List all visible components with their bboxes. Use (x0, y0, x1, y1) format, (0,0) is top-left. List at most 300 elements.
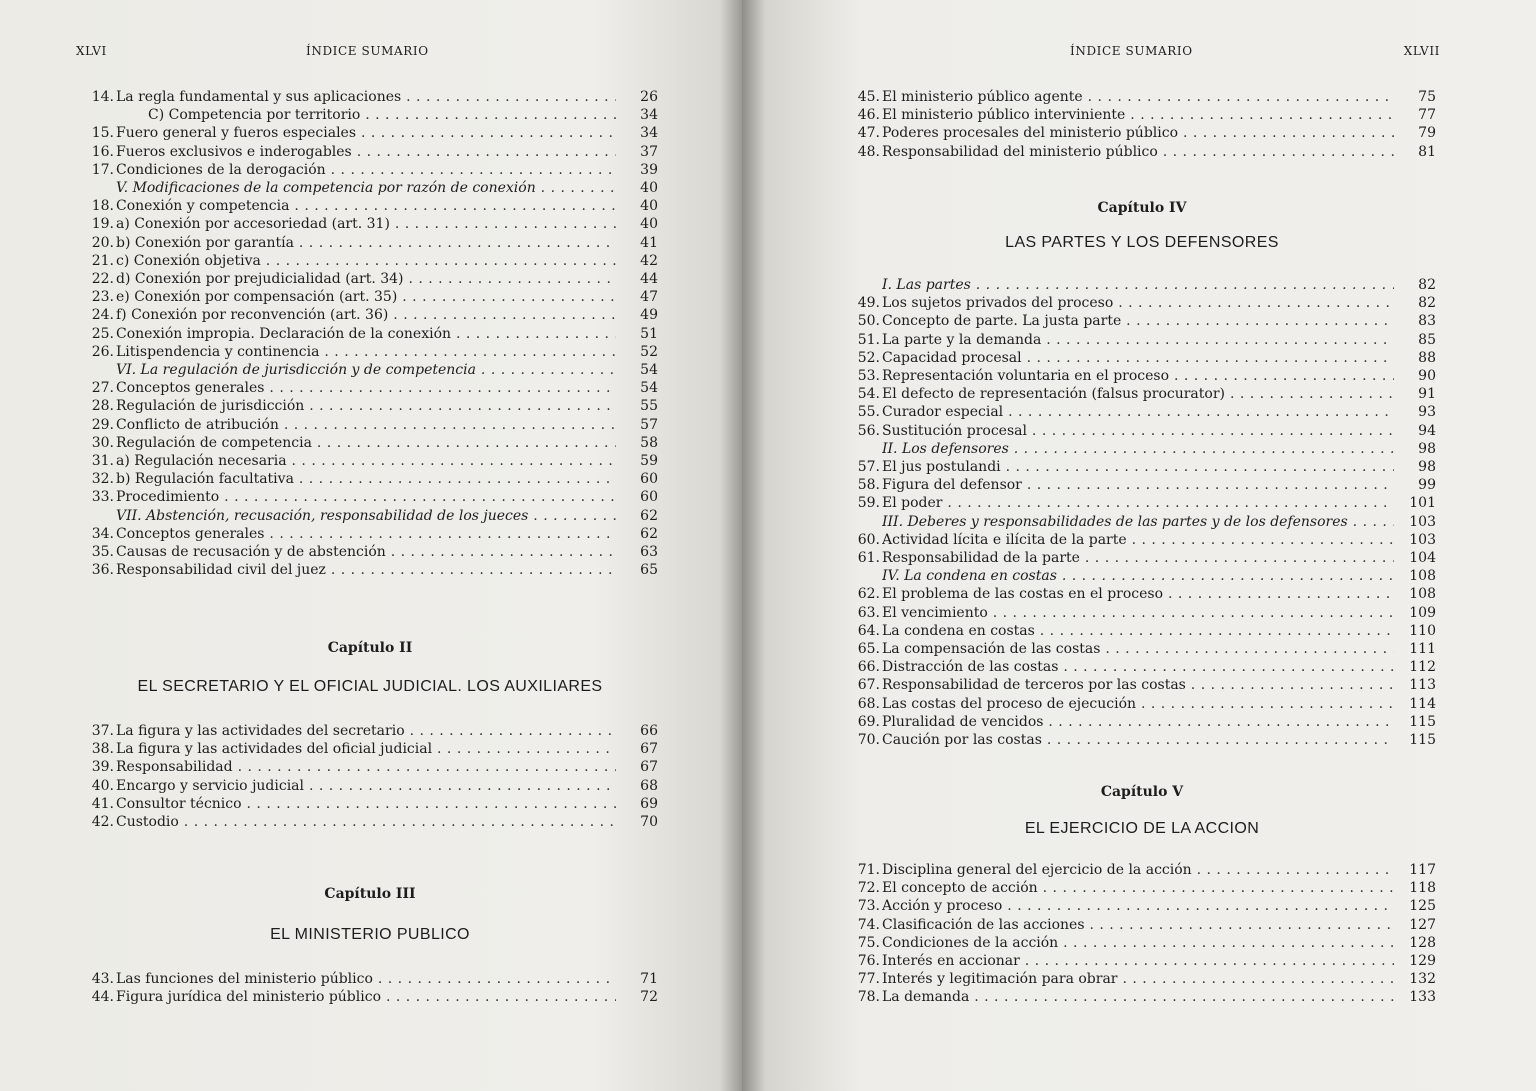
toc-entry-title: Figura jurídica del ministerio público . . . (116, 988, 616, 1006)
toc-entry (82, 124, 658, 142)
toc-entry-title: C) Competencia por territorio . . . (148, 106, 616, 124)
toc-entry-number: 77. (857, 971, 880, 988)
toc-entry (82, 343, 658, 361)
toc-entry-page: 117 (1409, 862, 1436, 878)
toc-entry-page: 108 (1409, 586, 1436, 603)
toc-entry-title: El ministerio público agente . . . (882, 88, 1394, 106)
toc-entry-title: Curador especial . . . (882, 403, 1394, 421)
toc-entry-page: 40 (640, 180, 658, 196)
toc-entry-number: 53. (857, 368, 880, 384)
toc-entry (848, 422, 1436, 440)
toc-entry-page: 65 (640, 562, 658, 579)
toc-entry-title: Conexión y competencia . . . (116, 197, 616, 215)
toc-entry-title: Actividad lícita e ilícita de la parte . . . (882, 531, 1394, 549)
right-running-title: ÍNDICE SUMARIO (1070, 44, 1193, 58)
toc-entry-page: 44 (640, 271, 658, 287)
toc-entry-title: La condena en costas . . . (882, 622, 1394, 640)
toc-entry-page: 133 (1409, 989, 1436, 1006)
toc-entry-title: c) Conexión objetiva . . . (116, 252, 616, 270)
toc-entry (82, 215, 658, 233)
toc-entry-number: 18. (91, 198, 114, 215)
toc-entry-number: 74. (857, 916, 880, 933)
toc-entry-number: 41. (91, 795, 114, 812)
toc-entry-page: 90 (1418, 368, 1436, 384)
toc-entry-title: Sustitución procesal . . . (882, 422, 1394, 440)
toc-entry (848, 567, 1436, 585)
toc-entry (848, 513, 1436, 531)
toc-entry-title: Condiciones de la acción . . . (882, 934, 1394, 952)
toc-entry-title: Concepto de parte. La justa parte . . . (882, 312, 1394, 330)
toc-entry-title: d) Conexión por prejudicialidad (art. 34) . . . (116, 270, 616, 288)
toc-entry-title: V. Modificaciones de la competencia por razón de conexión . . . (116, 179, 616, 197)
toc-entry-page: 66 (640, 723, 658, 739)
toc-entry-title: El concepto de acción . . . (882, 879, 1394, 897)
toc-entry (82, 88, 658, 106)
toc-entry (848, 988, 1436, 1006)
toc-entry-number: 33. (91, 489, 114, 506)
toc-entry-page: 104 (1409, 550, 1436, 566)
toc-entry-page: 62 (640, 525, 658, 542)
toc-entry (848, 695, 1436, 713)
toc-entry-number: 28. (91, 398, 114, 415)
toc-entry-title: b) Regulación facultativa . . . (116, 470, 616, 488)
toc-entry (848, 676, 1436, 694)
toc-entry-number: 51. (857, 331, 880, 348)
toc-entry (82, 234, 658, 252)
toc-entry-number: 68. (857, 695, 880, 712)
toc-entry-title: b) Conexión por garantía . . . (116, 234, 616, 252)
toc-entry-page: 111 (1409, 641, 1436, 657)
toc-entry-title: Fuero general y fueros especiales . . . (116, 124, 616, 142)
toc-entry-number: 58. (857, 477, 880, 494)
toc-entry (848, 952, 1436, 970)
toc-entry (82, 813, 658, 831)
toc-entry (848, 312, 1436, 330)
toc-entry-number: 69. (857, 713, 880, 730)
toc-entry (848, 331, 1436, 349)
toc-entry-page: 37 (640, 143, 658, 160)
toc-entry-page: 128 (1409, 934, 1436, 951)
toc-entry-number: 67. (857, 677, 880, 694)
toc-entry (82, 795, 658, 813)
toc-entry-title: Conflicto de atribución . . . (116, 416, 616, 434)
toc-entry-page: 114 (1409, 695, 1436, 712)
toc-entry-page: 47 (640, 289, 658, 306)
toc-entry-page: 109 (1409, 604, 1436, 621)
toc-entry (848, 861, 1436, 879)
toc-entry-title: f) Conexión por reconvención (art. 36) . . . (116, 306, 616, 324)
toc-entry-page: 82 (1418, 277, 1436, 293)
toc-entry-title: Responsabilidad de terceros por las costas . . . (882, 676, 1394, 694)
toc-entry-title: Responsabilidad civil del juez . . . (116, 561, 616, 579)
toc-entry (82, 543, 658, 561)
toc-entry-number: 27. (91, 380, 114, 397)
toc-entry-number: 46. (857, 107, 880, 124)
toc-entry-title: Responsabilidad del ministerio público . . . (882, 143, 1394, 161)
toc-entry-page: 69 (640, 795, 658, 812)
toc-entry (82, 252, 658, 270)
toc-entry-title: El problema de las costas en el proceso . . . (882, 585, 1394, 603)
left-running-title: ÍNDICE SUMARIO (306, 44, 429, 58)
toc-entry-page: 98 (1418, 440, 1436, 457)
toc-entry (82, 758, 658, 776)
toc-entry-title: Las funciones del ministerio público . . . (116, 970, 616, 988)
toc-entry (848, 88, 1436, 106)
chapter-title: LAS PARTES Y LOS DEFENSORES (1005, 234, 1279, 251)
toc-entry-number: 38. (91, 741, 114, 758)
toc-entry-page: 26 (640, 89, 658, 105)
left-toc-column (82, 0, 658, 1091)
toc-entry (82, 722, 658, 740)
toc-entry-number: 60. (857, 531, 880, 548)
toc-entry-page: 54 (640, 362, 658, 378)
toc-entry-number: 65. (857, 641, 880, 657)
toc-entry (848, 934, 1436, 952)
chapter-title: EL EJERCICIO DE LA ACCION (1024, 820, 1260, 837)
toc-entry (82, 561, 658, 579)
toc-entry-page: 67 (640, 741, 658, 758)
toc-entry-number: 23. (91, 289, 114, 306)
toc-entry-page: 34 (640, 125, 658, 142)
toc-entry-page: 58 (640, 434, 658, 451)
right-page-number: XLVII (1403, 44, 1440, 58)
toc-entry-page: 132 (1409, 971, 1436, 988)
toc-entry (82, 470, 658, 488)
toc-entry (82, 488, 658, 506)
toc-entry-page: 125 (1409, 898, 1436, 915)
toc-entry (848, 294, 1436, 312)
toc-entry-page: 54 (640, 380, 658, 397)
toc-entry-page: 93 (1418, 404, 1436, 421)
toc-entry-title: Conceptos generales . . . (116, 525, 616, 543)
toc-entry (848, 713, 1436, 731)
toc-entry-title: El defecto de representación (falsus procurator) . . . (882, 385, 1394, 403)
toc-entry-page: 79 (1418, 125, 1436, 142)
toc-entry-page: 110 (1409, 622, 1436, 639)
toc-entry-number: 39. (91, 759, 114, 776)
toc-entry-number: 43. (91, 971, 114, 987)
chapter-label: Capítulo IV (1097, 200, 1187, 216)
toc-entry (848, 403, 1436, 421)
toc-entry-page: 39 (640, 161, 658, 178)
toc-entry-title: El jus postulandi . . . (882, 458, 1394, 476)
toc-entry-page: 71 (640, 971, 658, 987)
toc-entry (848, 879, 1436, 897)
toc-entry (848, 106, 1436, 124)
toc-entry-title: Caución por las costas . . . (882, 731, 1394, 749)
toc-entry (848, 124, 1436, 142)
toc-entry (848, 916, 1436, 934)
toc-entry-page: 57 (640, 416, 658, 433)
toc-entry (848, 385, 1436, 403)
toc-entry (848, 604, 1436, 622)
toc-entry-page: 115 (1409, 713, 1436, 730)
toc-entry-title: Encargo y servicio judicial . . . (116, 777, 616, 795)
toc-entry-title: La compensación de las costas . . . (882, 640, 1394, 658)
toc-entry (848, 458, 1436, 476)
toc-entry-title: Consultor técnico . . . (116, 795, 616, 813)
toc-entry-number: 24. (91, 307, 114, 324)
toc-entry (82, 525, 658, 543)
toc-entry (82, 197, 658, 215)
toc-entry-page: 40 (640, 198, 658, 215)
toc-entry (848, 476, 1436, 494)
toc-entry (82, 416, 658, 434)
toc-entry-title: Las costas del proceso de ejecución . . . (882, 695, 1394, 713)
toc-entry-number: 20. (91, 234, 114, 251)
toc-entry (82, 179, 658, 197)
toc-entry-page: 91 (1418, 386, 1436, 403)
toc-entry-page: 129 (1409, 953, 1436, 969)
toc-entry-number: 57. (857, 459, 880, 475)
toc-entry-title: La figura y las actividades del secretario . . . (116, 722, 616, 740)
toc-entry-number: 42. (91, 814, 114, 830)
toc-entry-title: III. Deberes y responsabilidades de las partes y de los defensores . . . (882, 513, 1394, 531)
toc-entry-number: 32. (91, 471, 114, 488)
toc-entry-title: La parte y la demanda . . . (882, 331, 1394, 349)
toc-entry-title: Fueros exclusivos e inderogables . . . (116, 143, 616, 161)
toc-entry-number: 50. (857, 313, 880, 330)
toc-entry-page: 85 (1418, 331, 1436, 348)
toc-entry-title: Interés y legitimación para obrar . . . (882, 970, 1394, 988)
toc-entry-title: Condiciones de la derogación . . . (116, 161, 616, 179)
toc-entry (848, 549, 1436, 567)
left-page-number: XLVI (76, 44, 107, 58)
toc-entry (82, 970, 658, 988)
toc-entry-number: 56. (857, 422, 880, 439)
toc-entry-number: 25. (91, 325, 114, 342)
chapter-label: Capítulo II (327, 640, 413, 656)
toc-entry-number: 17. (91, 161, 114, 178)
toc-entry-title: IV. La condena en costas . . . (882, 567, 1394, 585)
toc-entry (82, 777, 658, 795)
toc-entry (848, 640, 1436, 658)
toc-entry-page: 99 (1418, 477, 1436, 494)
toc-entry-page: 101 (1409, 495, 1436, 512)
toc-entry (848, 970, 1436, 988)
toc-entry-page: 55 (640, 398, 658, 415)
toc-entry-number: 31. (91, 453, 114, 469)
toc-entry-page: 108 (1409, 568, 1436, 585)
toc-entry-page: 83 (1418, 313, 1436, 330)
chapter-label: Capítulo V (1100, 784, 1184, 800)
toc-entry (848, 531, 1436, 549)
toc-entry-title: Figura del defensor . . . (882, 476, 1394, 494)
toc-entry-number: 49. (857, 295, 880, 312)
toc-entry-number: 15. (91, 125, 114, 142)
toc-entry (82, 106, 658, 124)
toc-entry-title: Representación voluntaria en el proceso . . . (882, 367, 1394, 385)
chapter-title: EL MINISTERIO PUBLICO (270, 926, 470, 943)
toc-entry (82, 397, 658, 415)
toc-entry (82, 507, 658, 525)
toc-entry-number: 40. (91, 777, 114, 794)
toc-entry-page: 113 (1409, 677, 1436, 694)
toc-entry (82, 161, 658, 179)
toc-entry-number: 70. (857, 732, 880, 748)
toc-entry (848, 658, 1436, 676)
toc-entry (82, 143, 658, 161)
toc-entry-number: 73. (857, 898, 880, 915)
toc-entry-number: 29. (91, 416, 114, 433)
toc-entry-page: 98 (1418, 459, 1436, 475)
toc-entry-page: 40 (640, 216, 658, 233)
toc-entry-number: 55. (857, 404, 880, 421)
toc-entry-number: 34. (91, 525, 114, 542)
toc-entry-number: 47. (857, 125, 880, 142)
toc-entry-title: a) Conexión por accesoriedad (art. 31) . . . (116, 215, 616, 233)
toc-entry-title: Clasificación de las acciones . . . (882, 916, 1394, 934)
toc-entry-page: 103 (1409, 531, 1436, 548)
toc-entry (82, 325, 658, 343)
toc-entry-title: Acción y proceso . . . (882, 897, 1394, 915)
right-toc-column (848, 0, 1436, 1091)
toc-entry-number: 45. (857, 89, 880, 105)
toc-entry-title: Distracción de las costas . . . (882, 658, 1394, 676)
toc-entry (848, 731, 1436, 749)
toc-entry-number: 64. (857, 622, 880, 639)
toc-entry-page: 94 (1418, 422, 1436, 439)
toc-entry-title: El ministerio público interviniente . . . (882, 106, 1394, 124)
toc-entry-title: II. Los defensores . . . (882, 440, 1394, 458)
toc-entry-page: 42 (640, 252, 658, 269)
toc-entry (82, 434, 658, 452)
toc-entry-page: 60 (640, 489, 658, 506)
toc-entry-page: 49 (640, 307, 658, 324)
toc-entry-page: 63 (640, 544, 658, 560)
toc-entry-title: I. Las partes . . . (882, 276, 1394, 294)
toc-entry (82, 306, 658, 324)
toc-entry-title: Capacidad procesal . . . (882, 349, 1394, 367)
toc-entry-page: 34 (640, 107, 658, 124)
toc-entry-title: Custodio . . . (116, 813, 616, 831)
toc-entry-page: 115 (1409, 732, 1436, 748)
toc-entry (82, 452, 658, 470)
toc-entry-page: 70 (640, 814, 658, 830)
toc-entry-page: 51 (640, 325, 658, 342)
toc-entry-number: 66. (857, 659, 880, 676)
toc-entry-page: 67 (640, 759, 658, 776)
toc-entry-title: La demanda . . . (882, 988, 1394, 1006)
toc-entry-page: 59 (640, 453, 658, 469)
toc-entry-title: Regulación de competencia . . . (116, 434, 616, 452)
toc-entry-title: Causas de recusación y de abstención . . . (116, 543, 616, 561)
toc-entry (82, 288, 658, 306)
toc-entry-page: 118 (1409, 880, 1436, 897)
toc-entry-number: 16. (91, 143, 114, 160)
toc-entry-page: 77 (1418, 107, 1436, 124)
toc-entry-title: El vencimiento . . . (882, 604, 1394, 622)
toc-entry (848, 367, 1436, 385)
toc-entry-number: 37. (91, 723, 114, 739)
toc-entry-number: 44. (91, 989, 114, 1006)
toc-entry-title: e) Conexión por compensación (art. 35) . . . (116, 288, 616, 306)
toc-entry-title: Litispendencia y continencia . . . (116, 343, 616, 361)
toc-entry-title: Interés en accionar . . . (882, 952, 1394, 970)
toc-entry-number: 63. (857, 604, 880, 621)
toc-entry-number: 35. (91, 544, 114, 560)
toc-entry (848, 585, 1436, 603)
toc-entry (848, 276, 1436, 294)
toc-entry-title: Poderes procesales del ministerio público . . . (882, 124, 1394, 142)
toc-entry (82, 740, 658, 758)
toc-entry-number: 22. (91, 271, 114, 287)
toc-entry-page: 81 (1418, 143, 1436, 160)
left-page (0, 0, 742, 1091)
toc-entry-page: 62 (640, 507, 658, 524)
toc-entry-title: VI. La regulación de jurisdicción y de competencia . . . (116, 361, 616, 379)
toc-entry-title: El poder . . . (882, 494, 1394, 512)
toc-entry-number: 54. (857, 386, 880, 403)
chapter-title: EL SECRETARIO Y EL OFICIAL JUDICIAL. LOS AUXILIARES (137, 678, 603, 695)
toc-entry-title: Los sujetos privados del proceso . . . (882, 294, 1394, 312)
toc-entry-title: La figura y las actividades del oficial judicial . . . (116, 740, 616, 758)
toc-entry-number: 71. (857, 862, 880, 878)
toc-entry-page: 82 (1418, 295, 1436, 312)
toc-entry-number: 19. (91, 216, 114, 233)
toc-entry-number: 72. (857, 880, 880, 897)
toc-entry-title: a) Regulación necesaria . . . (116, 452, 616, 470)
toc-entry (848, 349, 1436, 367)
toc-entry-page: 88 (1418, 349, 1436, 366)
toc-entry-title: La regla fundamental y sus aplicaciones . . . (116, 88, 616, 106)
toc-entry (82, 361, 658, 379)
toc-entry-number: 26. (91, 343, 114, 360)
toc-entry-number: 76. (857, 953, 880, 969)
toc-entry-number: 36. (91, 562, 114, 579)
toc-entry-title: VII. Abstención, recusación, responsabilidad de los jueces . . . (116, 507, 616, 525)
toc-entry-page: 112 (1409, 659, 1436, 676)
toc-entry-title: Responsabilidad . . . (116, 758, 616, 776)
toc-entry-number: 48. (857, 143, 880, 160)
toc-entry-title: Procedimiento . . . (116, 488, 616, 506)
toc-entry-number: 14. (91, 89, 114, 105)
toc-entry-page: 103 (1409, 513, 1436, 530)
toc-entry (848, 494, 1436, 512)
toc-entry (82, 270, 658, 288)
toc-entry-title: Responsabilidad de la parte . . . (882, 549, 1394, 567)
toc-entry-page: 127 (1409, 916, 1436, 933)
toc-entry (848, 897, 1436, 915)
right-page (742, 0, 1536, 1091)
toc-entry-number: 59. (857, 495, 880, 512)
toc-entry-page: 52 (640, 343, 658, 360)
toc-entry-page: 41 (640, 234, 658, 251)
toc-entry-number: 30. (91, 434, 114, 451)
toc-entry (848, 143, 1436, 161)
toc-entry (82, 988, 658, 1006)
toc-entry-number: 21. (91, 252, 114, 269)
toc-entry-page: 60 (640, 471, 658, 488)
toc-entry-number: 62. (857, 586, 880, 603)
toc-entry-title: Conexión impropia. Declaración de la conexión . . . (116, 325, 616, 343)
toc-entry-title: Conceptos generales . . . (116, 379, 616, 397)
toc-entry-page: 75 (1418, 89, 1436, 105)
toc-entry-page: 72 (640, 989, 658, 1006)
toc-entry-title: Pluralidad de vencidos . . . (882, 713, 1394, 731)
toc-entry-title: Regulación de jurisdicción . . . (116, 397, 616, 415)
toc-entry-number: 75. (857, 934, 880, 951)
toc-entry (82, 379, 658, 397)
toc-entry (848, 440, 1436, 458)
toc-entry-number: 78. (857, 989, 880, 1006)
toc-entry-number: 61. (857, 550, 880, 566)
chapter-label: Capítulo III (324, 886, 416, 902)
toc-entry-number: 52. (857, 349, 880, 366)
toc-entry-title: Disciplina general del ejercicio de la acción . . . (882, 861, 1394, 879)
toc-entry-page: 68 (640, 777, 658, 794)
toc-entry (848, 622, 1436, 640)
